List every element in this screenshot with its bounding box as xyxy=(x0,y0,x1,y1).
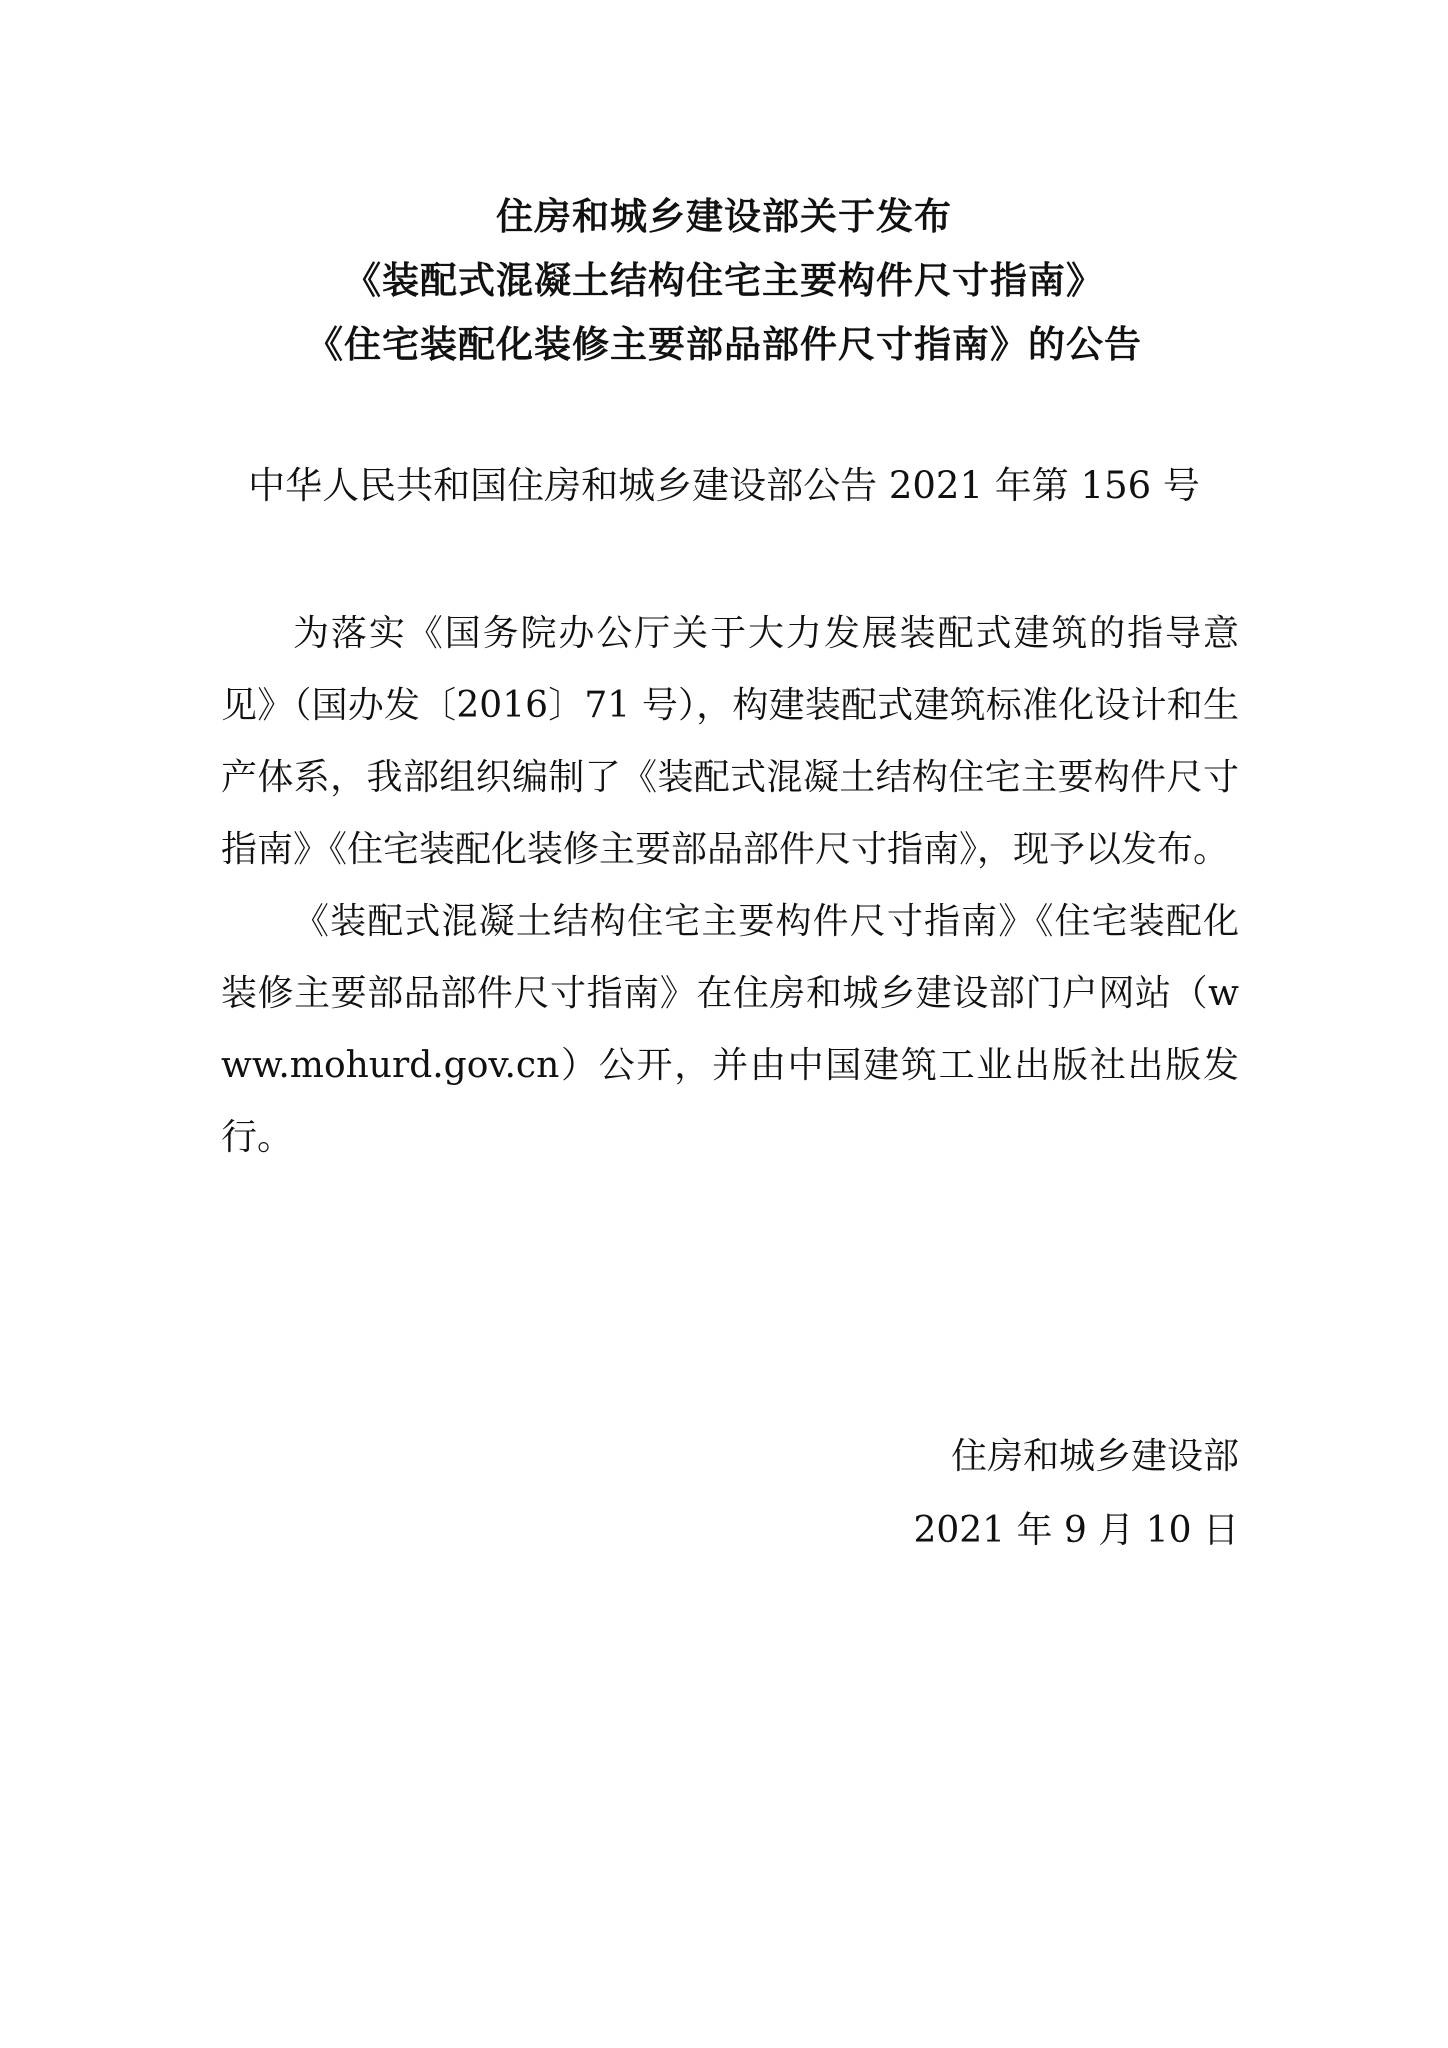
issuer-name: 住房和城乡建设部 xyxy=(950,1436,1239,1477)
title-line-2: 《装配式混凝土结构住宅主要构件尺寸指南》 xyxy=(344,259,1104,302)
title-line-1: 住房和城乡建设部关于发布 xyxy=(496,195,952,238)
title-line-3: 《住宅装配化装修主要部品部件尺寸指南》的公告 xyxy=(306,323,1142,366)
document-title xyxy=(0,185,1448,377)
issue-date: 2021 年 9 月 10 日 xyxy=(913,1510,1239,1551)
document-body xyxy=(221,598,1239,1174)
body-paragraph-1: 为落实《国务院办公厅关于大力发展装配式建筑的指导意见》（国办发〔2016〕71 号），构建装配式建筑标准化设计和生产体系，我部组织编制了《装配式混凝土结构住宅主要构件尺寸指南》《住宅装配化装修主要部品部件尺寸指南》，现予以发布。 xyxy=(221,613,1239,870)
announcement-number: 中华人民共和国住房和城乡建设部公告 2021 年第 156 号 xyxy=(248,464,1200,507)
body-paragraph-2: 《装配式混凝土结构住宅主要构件尺寸指南》《住宅装配化装修主要部品部件尺寸指南》在住房和城乡建设部门户网站（www.mohurd.gov.cn）公开，并由中国建筑工业出版社出版发行。 xyxy=(221,901,1239,1158)
signature-block xyxy=(913,1420,1239,1568)
